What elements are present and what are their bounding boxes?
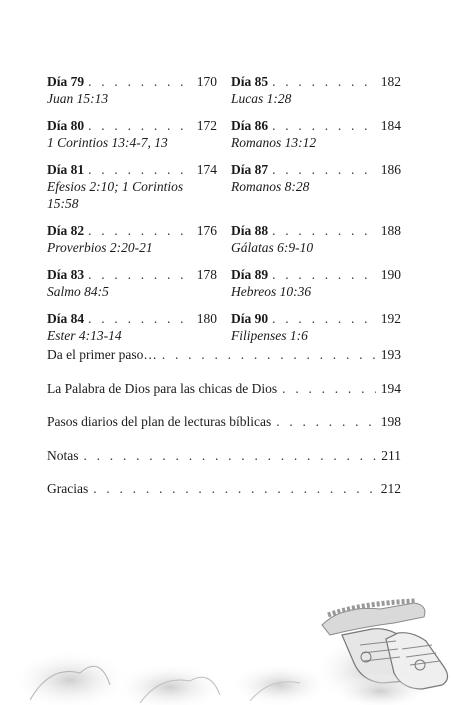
day-label: Día 81 [47,162,85,177]
toc-entry[interactable] [47,266,217,300]
dot-leader [88,161,193,178]
toc-entry[interactable] [47,161,217,212]
page-number: 190 [380,267,401,282]
page-number: 198 [380,414,401,429]
toc-entry[interactable] [231,222,401,256]
page-number: 212 [380,481,401,496]
page-number: 170 [196,74,217,89]
toc-section-row[interactable] [47,413,401,430]
page-number: 184 [380,118,401,133]
day-label: Día 87 [231,162,269,177]
toc-section-row[interactable] [47,346,401,363]
page-number: 172 [196,118,217,133]
day-label: Día 88 [231,223,269,238]
day-label: Día 80 [47,118,85,133]
dot-leader [282,380,376,397]
page-number: 180 [196,311,217,326]
bible-reference: Filipenses 1:6 [231,328,308,343]
toc-entry[interactable] [231,161,401,212]
section-title: Gracias [47,481,89,496]
page-number: 193 [380,347,401,362]
bible-reference: Salmo 84:5 [47,284,109,299]
dot-leader [276,413,376,430]
toc-section-row[interactable] [47,447,401,464]
dot-leader [272,310,377,327]
toc-entry[interactable] [231,73,401,107]
section-title: La Palabra de Dios para las chicas de Dios [47,380,278,396]
bible-reference: Hebreos 10:36 [231,284,312,299]
flowers-illustration [0,625,452,705]
toc-entry[interactable] [231,117,401,151]
dot-leader [272,117,377,134]
bible-reference: Ester 4:13-14 [47,328,122,343]
day-label: Día 85 [231,74,269,89]
page-number: 176 [196,223,217,238]
dot-leader [162,346,376,363]
dot-leader [272,73,377,90]
day-label: Día 90 [231,311,269,326]
section-title: Notas [47,447,79,463]
toc-days-grid [47,73,401,344]
bible-reference: Lucas 1:28 [231,91,292,106]
page-number: 192 [380,311,401,326]
bible-reference: Juan 15:13 [47,91,109,106]
dot-leader [93,480,376,497]
page-number: 194 [380,380,401,396]
day-label: Día 86 [231,118,269,133]
day-label: Día 79 [47,74,85,89]
bible-reference: Gálatas 6:9-10 [231,240,314,255]
dot-leader [272,266,377,283]
bible-reference: Romanos 13:12 [231,135,317,150]
dot-leader [88,310,193,327]
dot-leader [88,222,193,239]
day-label: Día 82 [47,223,85,238]
toc-section-row[interactable] [47,380,401,397]
page-number: 211 [381,447,401,463]
section-title: Pasos diarios del plan de lecturas bíblicas [47,414,272,429]
dot-leader [88,266,193,283]
dot-leader [272,161,377,178]
bible-reference: Efesios 2:10; 1 Corintios 15:58 [47,179,184,211]
page-number: 178 [196,267,217,282]
day-label: Día 83 [47,267,85,282]
bible-reference: Proverbios 2:20-21 [47,240,153,255]
bible-reference: Romanos 8:28 [231,179,310,194]
dot-leader [88,117,193,134]
dot-leader [272,222,377,239]
toc-entry[interactable] [231,310,401,344]
day-label: Día 89 [231,267,269,282]
toc-entry[interactable] [231,266,401,300]
toc-entry[interactable] [47,73,217,107]
dot-leader [88,73,193,90]
dot-leader [84,447,377,464]
toc-sections [47,346,401,514]
bible-reference: 1 Corintios 13:4-7, 13 [47,135,168,150]
page-number: 174 [196,162,217,177]
page-number: 186 [380,162,401,177]
day-label: Día 84 [47,311,85,326]
section-title: Da el primer paso… [47,347,157,362]
page-number: 188 [380,223,401,238]
toc-entry[interactable] [47,310,217,344]
toc-entry[interactable] [47,117,217,151]
page-number: 182 [380,74,401,89]
toc-entry[interactable] [47,222,217,256]
toc-section-row[interactable] [47,480,401,497]
